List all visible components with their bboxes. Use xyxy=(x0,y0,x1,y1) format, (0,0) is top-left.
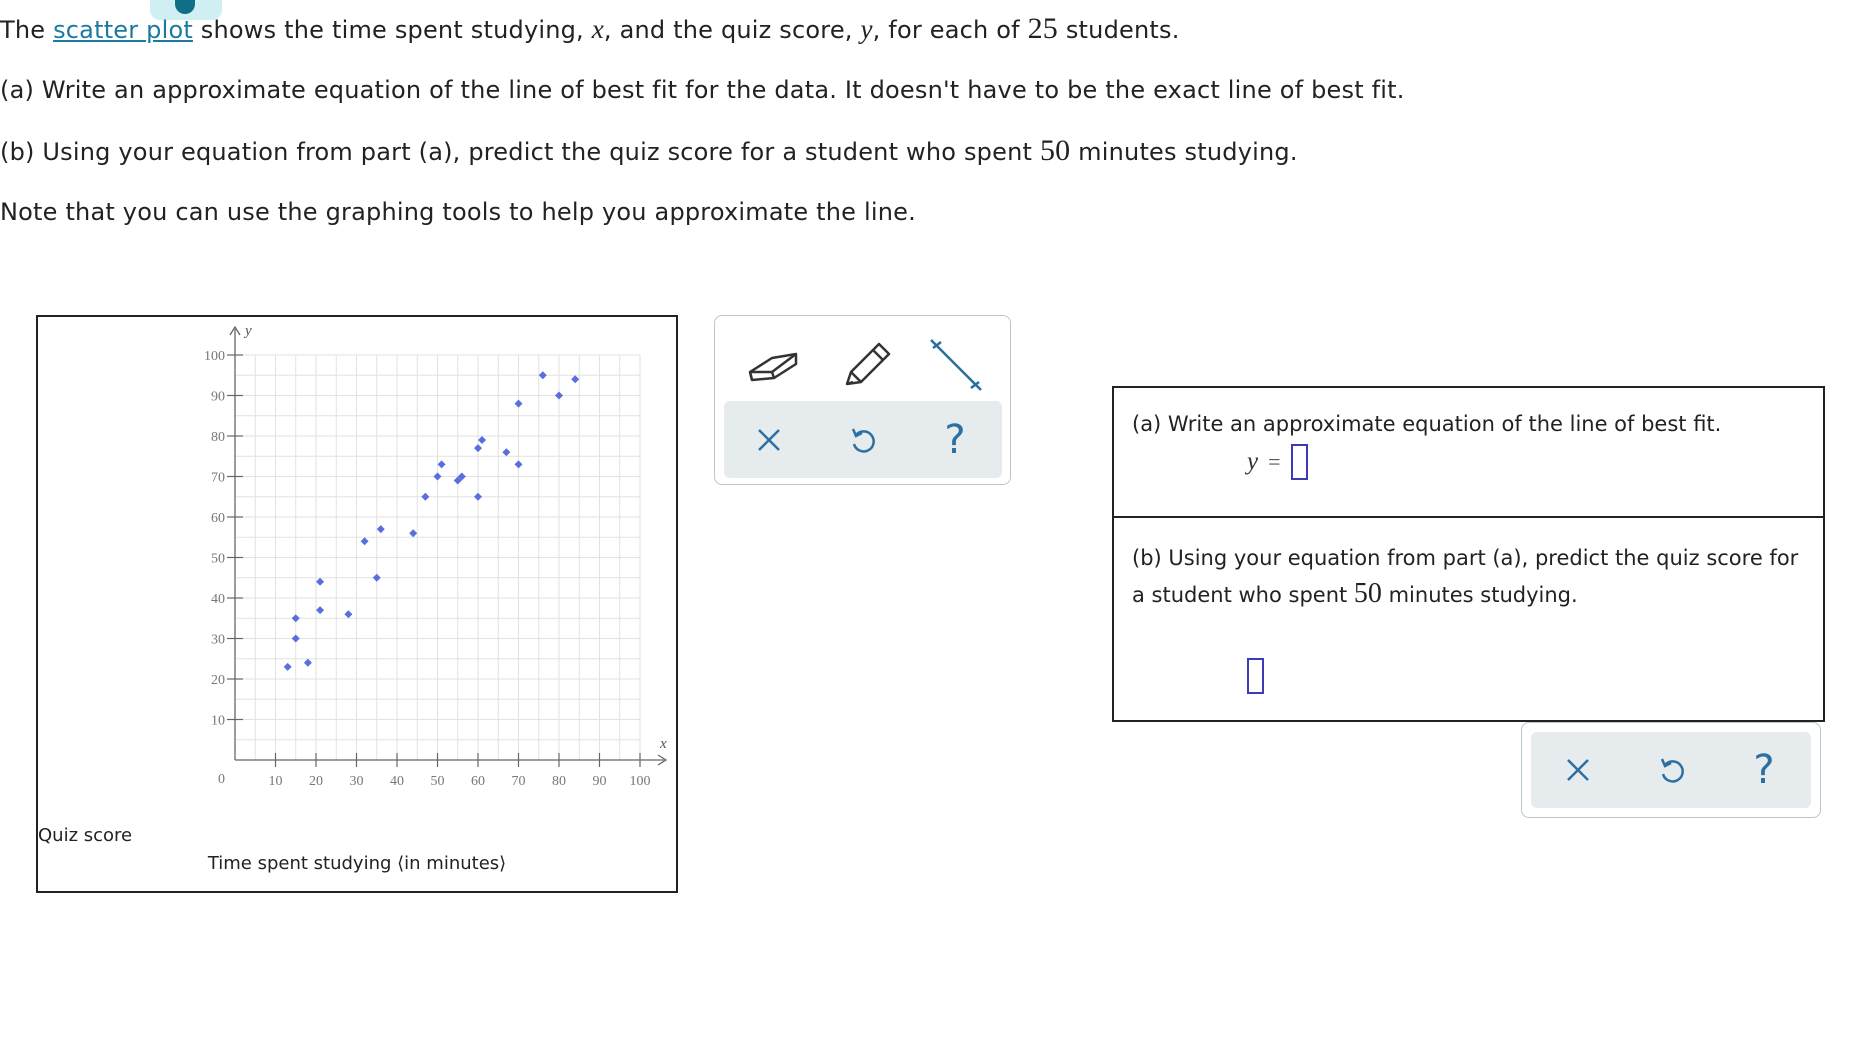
y-tick-label: 50 xyxy=(211,551,225,567)
data-point xyxy=(571,375,579,383)
answer-actions-panel xyxy=(1521,722,1821,818)
data-point xyxy=(438,460,446,468)
text: , and the quiz score, xyxy=(603,16,861,44)
data-point xyxy=(316,578,324,586)
pencil-icon xyxy=(833,334,895,396)
data-point xyxy=(515,460,523,468)
question-line-3 xyxy=(0,134,1298,168)
data-point xyxy=(539,371,547,379)
undo-icon xyxy=(1655,754,1687,786)
data-point xyxy=(434,473,442,481)
part-a-prompt: (a) Write an approximate equation of the line of best fit. xyxy=(1132,412,1722,436)
equation-row xyxy=(1247,444,1308,480)
scatter-plot-canvas[interactable] xyxy=(38,317,680,895)
text: minutes studying. xyxy=(1070,138,1298,166)
y-tick-label: 40 xyxy=(211,592,225,607)
data-point xyxy=(409,529,417,537)
x-tick-label: 100 xyxy=(629,774,651,789)
x-tick-label: 90 xyxy=(592,774,607,789)
data-point xyxy=(284,663,292,671)
text: , for each of xyxy=(872,16,1028,44)
text: (b) Using your equation from part (a), predict the quiz score for a student who spent xyxy=(0,138,1040,166)
data-point xyxy=(361,537,369,545)
text: minutes studying. xyxy=(1381,583,1578,607)
var-y: y xyxy=(860,14,873,44)
help-icon: ? xyxy=(944,416,966,463)
x-tick-label: 30 xyxy=(349,774,364,789)
y-tick-label: 10 xyxy=(211,713,225,729)
x-tick-label: 50 xyxy=(430,774,445,789)
answer-actions-bar xyxy=(1531,732,1811,808)
answer-undo-button[interactable] xyxy=(1636,732,1706,808)
text: students. xyxy=(1058,16,1180,44)
answer-clear-button[interactable] xyxy=(1543,732,1613,808)
text: shows the time spent studying, xyxy=(192,16,592,44)
question-line-1 xyxy=(0,12,1180,46)
answer-panel xyxy=(1112,386,1825,722)
data-point xyxy=(421,493,429,501)
data-point xyxy=(515,400,523,408)
x-tick-label: 40 xyxy=(390,774,404,789)
part-b-prompt xyxy=(1132,540,1798,613)
text: a student who spent xyxy=(1132,583,1354,607)
student-count: 25 xyxy=(1027,12,1059,45)
scatter-plot-link[interactable]: scatter plot xyxy=(53,16,193,44)
text: The xyxy=(0,16,54,44)
data-point xyxy=(373,574,381,582)
part-a-section xyxy=(1114,388,1823,518)
line-equation-input[interactable] xyxy=(1291,444,1308,480)
data-point xyxy=(292,614,300,622)
x-tick-label: 70 xyxy=(511,774,526,789)
y-axis-title: Quiz score xyxy=(38,825,133,846)
eraser-icon xyxy=(742,334,804,396)
tool-actions-bar xyxy=(724,401,1002,478)
line-tool[interactable] xyxy=(925,334,987,396)
data-point xyxy=(344,610,352,618)
y-tick-label: 80 xyxy=(211,430,225,445)
x-axis-variable: x xyxy=(660,736,667,752)
help-icon: ? xyxy=(1753,747,1775,793)
var-x: x xyxy=(591,14,604,44)
y-tick-label: 60 xyxy=(211,511,225,526)
graphing-tools-panel xyxy=(714,315,1011,485)
answer-help-button[interactable] xyxy=(1729,732,1799,808)
x-tick-label: 20 xyxy=(309,774,323,789)
y-tick-label: 100 xyxy=(204,349,225,364)
x-axis-title: Time spent studying ⟨in minutes⟩ xyxy=(207,853,507,874)
x-tick-label: 60 xyxy=(471,774,485,789)
clear-icon xyxy=(1562,754,1594,786)
y-tick-label: 20 xyxy=(211,673,225,688)
clear-button[interactable] xyxy=(734,401,804,478)
eraser-tool[interactable] xyxy=(742,334,804,396)
data-point xyxy=(316,606,324,614)
origin-label: 0 xyxy=(218,772,225,787)
x-tick-label: 10 xyxy=(268,774,283,789)
equation-lhs: y xyxy=(1247,448,1259,475)
undo-icon xyxy=(846,424,878,456)
minutes-value: 50 xyxy=(1353,578,1382,609)
help-button[interactable] xyxy=(920,401,990,478)
predicted-score-input[interactable] xyxy=(1247,658,1264,694)
minutes-value: 50 xyxy=(1039,134,1071,167)
question-line-4: Note that you can use the graphing tools to help you approximate the line. xyxy=(0,198,916,226)
y-axis-variable: y xyxy=(245,323,252,339)
data-point xyxy=(555,392,563,400)
scatter-plot-graph[interactable] xyxy=(36,315,678,893)
part-b-section xyxy=(1114,518,1823,722)
y-tick-label: 70 xyxy=(211,470,225,486)
equals-sign: = xyxy=(1268,449,1281,474)
data-point xyxy=(502,448,510,456)
pencil-tool[interactable] xyxy=(833,334,895,396)
data-point xyxy=(478,436,486,444)
data-point xyxy=(304,659,312,667)
x-tick-label: 80 xyxy=(552,774,566,789)
question-line-2: (a) Write an approximate equation of the line of best fit for the data. It doesn't have to be the exact line of best fit. xyxy=(0,76,1405,104)
y-tick-label: 30 xyxy=(211,632,225,648)
part-b-prompt-line-1: (b) Using your equation from part (a), predict the quiz score for xyxy=(1132,546,1799,570)
data-point xyxy=(474,493,482,501)
data-point xyxy=(377,525,385,533)
undo-button[interactable] xyxy=(827,401,897,478)
data-point xyxy=(292,635,300,643)
data-point xyxy=(474,444,482,452)
line-tool-icon xyxy=(925,334,987,396)
clear-icon xyxy=(753,424,785,456)
part-b-prompt-line-2 xyxy=(1132,576,1798,613)
y-tick-label: 90 xyxy=(211,389,225,405)
